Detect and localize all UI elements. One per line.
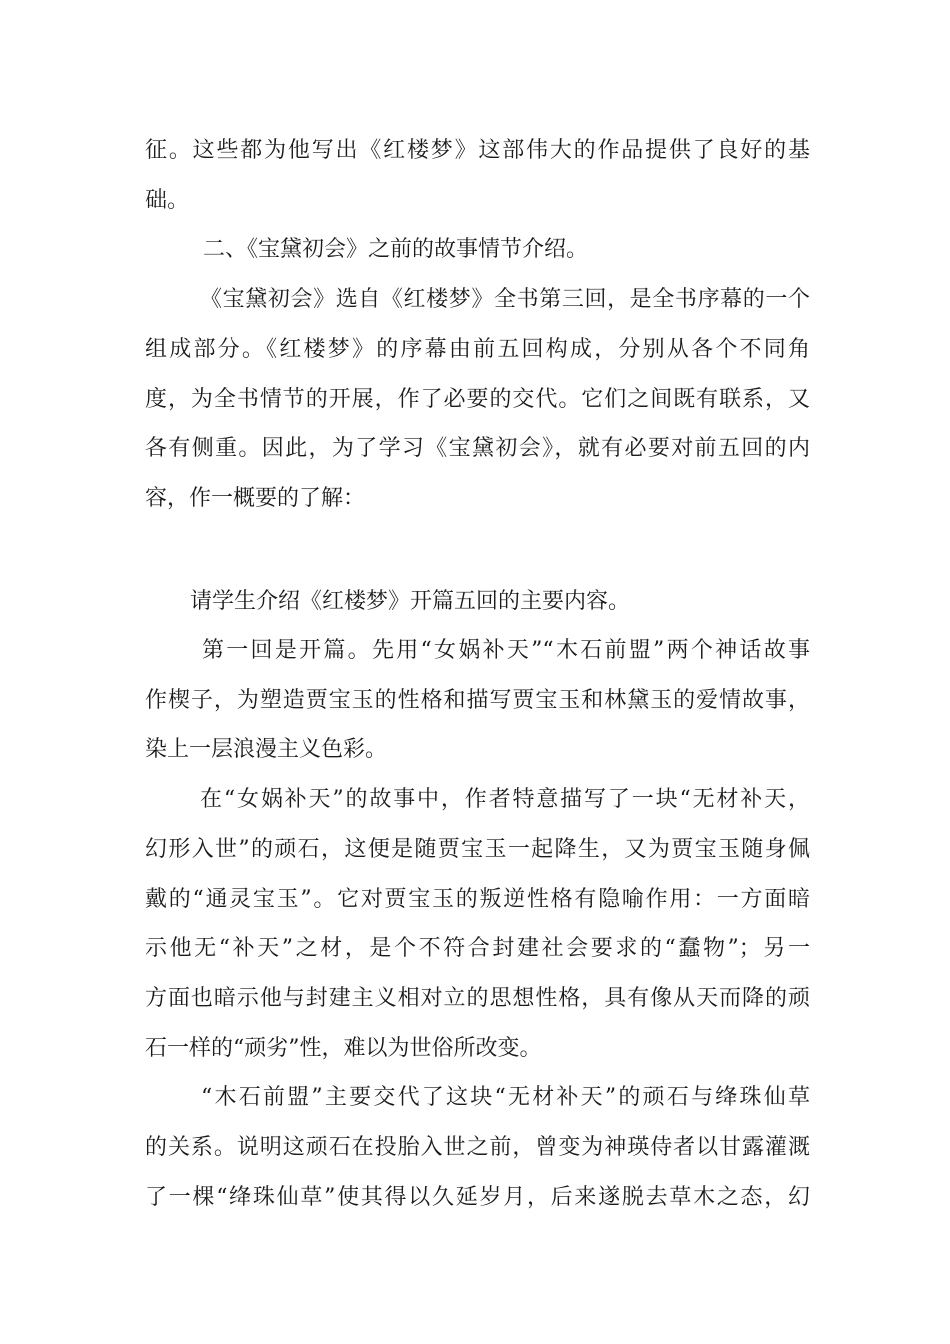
text-line: 的关系。说明这顽石在投胎入世之前，曾变为神瑛侍者以甘露灌溉 (145, 1135, 810, 1160)
text-line: 石一样的“顽劣”性，难以为世俗所改变。 (145, 1036, 542, 1061)
text-line: 《宝黛初会》选自《红楼梦》全书第三回，是全书序幕的一个 (200, 287, 810, 312)
text-line: 请学生介绍《红楼梦》开篇五回的主要内容。 (190, 589, 631, 614)
text-line: 第一回是开篇。先用“女娲补天”“木石前盟”两个神话故事 (202, 638, 810, 663)
text-line: 容，作一概要的了解： (145, 486, 366, 511)
text-line: 方面也暗示他与封建主义相对立的思想性格，具有像从天而降的顽 (145, 986, 810, 1011)
text-line: 戴的“通灵宝玉”。它对贾宝玉的叛逆性格有隐喻作用：一方面暗 (145, 887, 810, 912)
text-line: 在“女娲补天”的故事中，作者特意描写了一块“无材补天， (200, 787, 810, 812)
text-line: 组成部分。《红楼梦》的序幕由前五回构成，分别从各个不同角 (145, 337, 810, 362)
text-line: 示他无“补天”之材，是个不符合封建社会要求的“蠢物”；另一 (145, 936, 810, 961)
text-line: 度，为全书情节的开展，作了必要的交代。它们之间既有联系，又 (145, 387, 810, 412)
text-line: 染上一层浪漫主义色彩。 (145, 737, 388, 762)
text-line: 征。这些都为他写出《红楼梦》这部伟大的作品提供了良好的基 (145, 138, 810, 163)
text-line: 各有侧重。因此，为了学习《宝黛初会》，就有必要对前五回的内 (145, 436, 810, 461)
text-line: 作楔子，为塑造贾宝玉的性格和描写贾宝玉和林黛玉的爱情故事， (145, 688, 810, 713)
section-heading: 二、《宝黛初会》之前的故事情节介绍。 (203, 237, 589, 262)
text-line: “木石前盟”主要交代了这块“无材补天”的顽石与绛珠仙草 (201, 1085, 810, 1110)
text-line: 了一棵“绛珠仙草”使其得以久延岁月，后来遂脱去草木之态，幻 (145, 1185, 810, 1210)
text-line: 础。 (145, 188, 190, 213)
text-line: 幻形入世”的顽石，这便是随贾宝玉一起降生，又为贾宝玉随身佩 (145, 837, 810, 862)
